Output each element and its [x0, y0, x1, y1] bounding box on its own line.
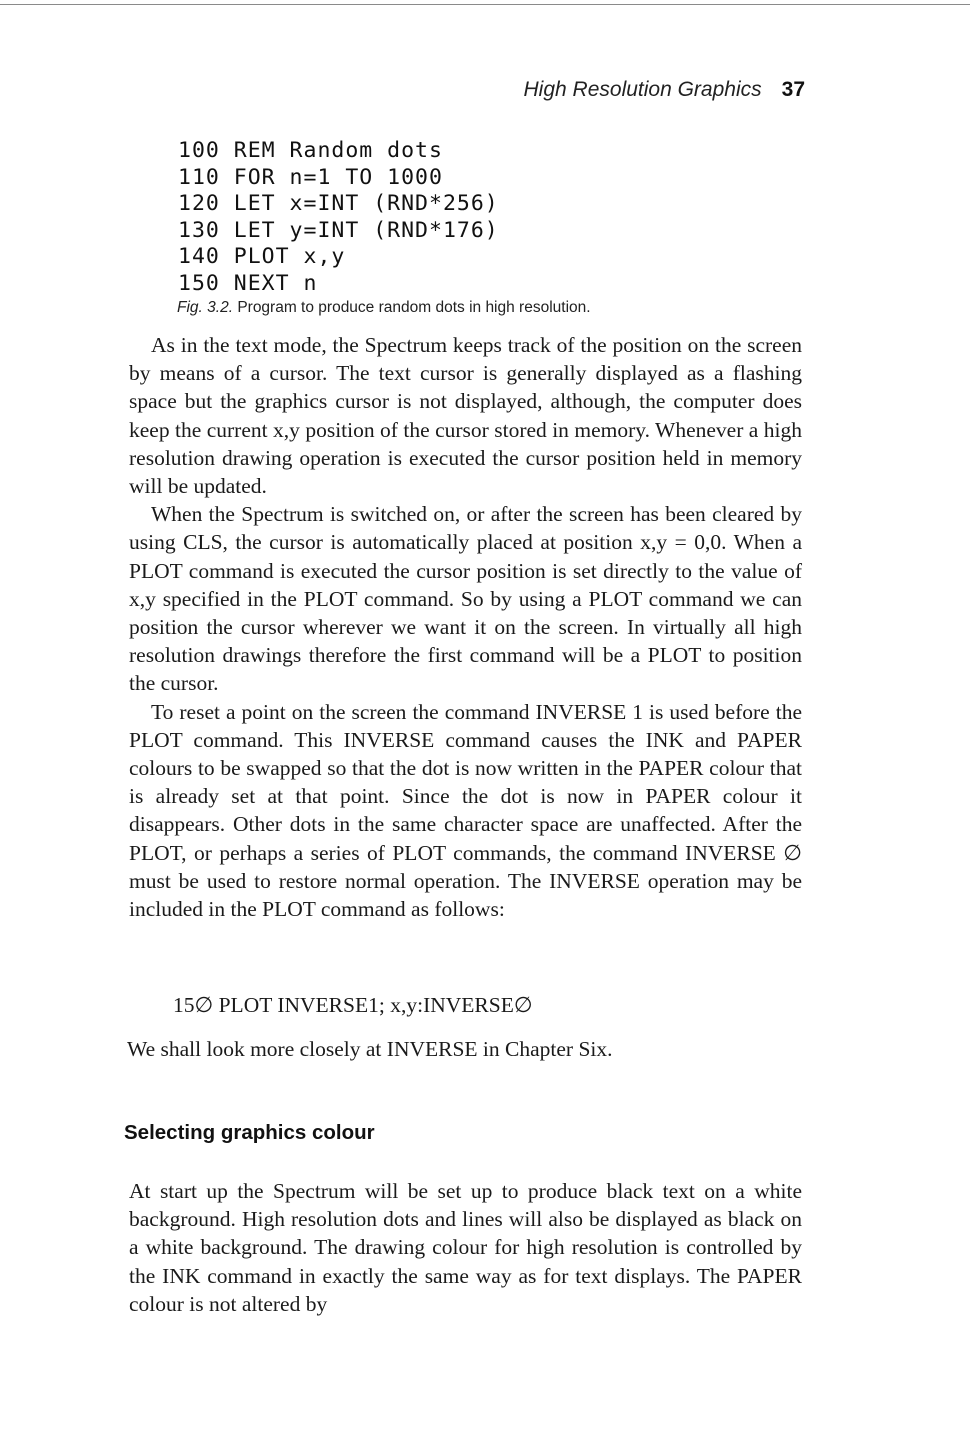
figure-caption	[177, 299, 591, 317]
section-text-block	[129, 1177, 802, 1318]
paragraph-graphics-colour: At start up the Spectrum will be set up to produce black text on a white background. High resolution dots and lines will also be displayed as black on a white background. The drawing colour for high resolution is controlled by the INK command in exactly the same way as for text displays. The PAPER colour is not altered by	[129, 1179, 802, 1316]
paragraph-inverse: To reset a point on the screen the command INVERSE 1 is used before the PLOT command. This INVERSE command causes the INK and PAPER colours to be swapped so that the dot is now written in the PAPER colour that is already set at that point. Since the dot is now in PAPER colour it disappears. Other dots in the same character space are unaffected. After the PLOT, or perhaps a series of PLOT commands, the command INVERSE ∅ must be used to restore normal operation. The INVERSE operation may be included in the PLOT command as follows:	[129, 699, 802, 922]
code-line: 150 NEXT n	[178, 270, 318, 296]
code-line: 120 LET x=INT (RND*256)	[178, 191, 499, 216]
main-text-block	[129, 331, 802, 923]
figure-label: Fig. 3.2.	[177, 299, 233, 316]
running-header	[524, 78, 805, 102]
closing-sentence: We shall look more closely at INVERSE in Chapter Six.	[127, 1037, 613, 1061]
running-title: High Resolution Graphics	[523, 78, 762, 101]
code-line: 130 LET y=INT (RND*176)	[178, 217, 499, 243]
code-line: 100 REM Random dots	[178, 138, 443, 163]
example-statement: 15∅ PLOT INVERSE1; x,y:INVERSE∅	[173, 993, 533, 1017]
page-top-rule	[0, 4, 970, 5]
paragraph-switch-on: When the Spectrum is switched on, or after the screen has been cleared by using CLS, the cursor is automatically placed at position x,y = 0,0. When a PLOT command is executed the cursor position is set directly to the value of x,y specified in the PLOT command. So by using a PLOT command we can position the cursor wherever we want it on the screen. In virtually all high resolution drawings therefore the first command will be a PLOT to position the cursor.	[129, 502, 802, 696]
figure-caption-text: Program to produce random dots in high resolution.	[237, 299, 591, 316]
code-line: 140 PLOT x,y	[178, 244, 346, 269]
paragraph-cursor-tracking: As in the text mode, the Spectrum keeps track of the position on the screen by means of a cursor. The text cursor is generally displayed as a flashing space but the graphics cursor is not displayed, although, the computer does keep the current x,y position of the cursor stored in memory. Whenever a high resolution drawing operation is executed the cursor position held in memory will be updated.	[129, 333, 802, 499]
page-number: 37	[781, 78, 805, 101]
code-line: 110 FOR n=1 TO 1000	[178, 164, 443, 190]
program-listing	[178, 138, 499, 297]
section-heading: Selecting graphics colour	[124, 1121, 375, 1144]
